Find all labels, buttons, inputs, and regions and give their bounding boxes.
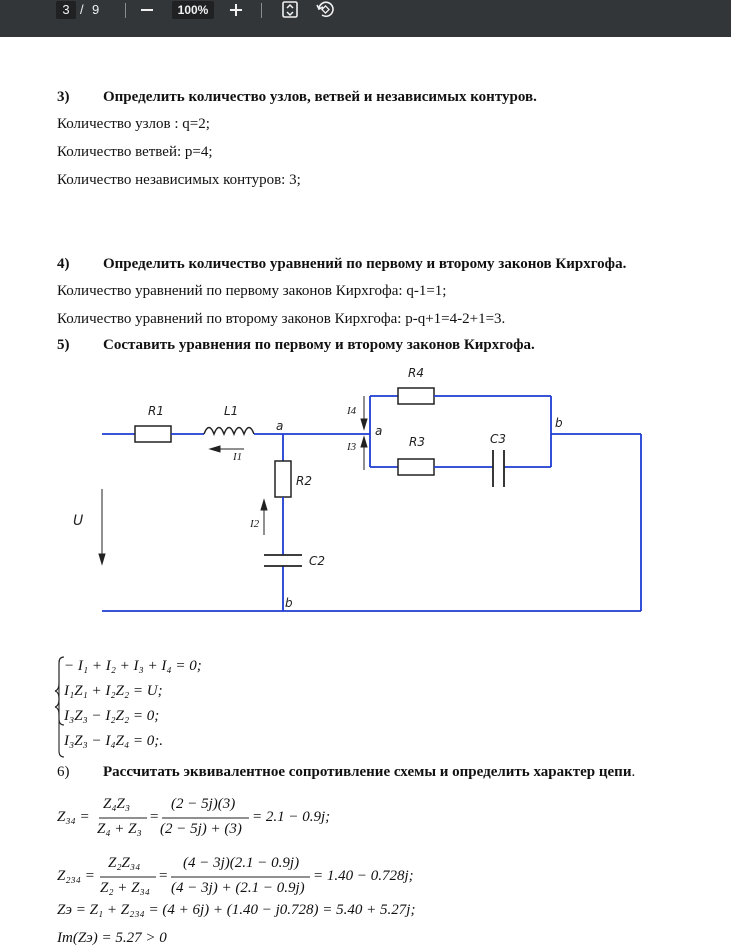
label-r2: R2 [296, 474, 312, 488]
z234-frac1-num: Z₂Z₃₄ [108, 855, 141, 871]
section-5-number: 5) [57, 337, 70, 353]
z34-eq-sign: = [150, 809, 159, 825]
toolbar-divider [261, 3, 262, 18]
resistor-r2 [275, 461, 291, 497]
label-r1: R1 [148, 404, 164, 418]
z234-eq-sign: = [159, 868, 168, 884]
section-6-heading: Рассчитать эквивалентное сопротивление схемы и определить характер цепи. [103, 764, 636, 780]
z234-lhs: Z₂₃₄ = [57, 868, 95, 884]
section-3-number: 3) [57, 89, 70, 105]
page-separator: / [80, 2, 84, 17]
page-number-input[interactable]: 3 [56, 1, 76, 19]
nodes-count-text: Количество узлов : q=2; [57, 116, 210, 132]
equation-2: I₁Z₁ + I₂Z₂ = U; [64, 683, 163, 699]
partial-line: Im(Zэ) = 5.27 > 0 [57, 930, 167, 946]
resistor-r4 [398, 388, 434, 404]
z234-frac2-num: (4 − 3j)(2.1 − 0.9j) [183, 855, 300, 871]
label-node-a-right: a [375, 424, 383, 438]
equation-1: − I₁ + I₂ + I₃ + I₄ = 0; [64, 658, 202, 674]
label-r3: R3 [409, 435, 425, 449]
plus-icon[interactable] [228, 0, 244, 20]
label-r4: R4 [408, 366, 424, 380]
z34-result: = 2.1 − 0.9j; [252, 809, 331, 825]
second-law-count-text: Количество уравнений по второму законов Кирхгофа: p-q+1=4-2+1=3. [57, 311, 506, 327]
loops-count-text: Количество независимых контуров: 3; [57, 172, 301, 188]
inductor-l1 [204, 428, 254, 435]
equation-3: I₃Z₃ − I₂Z₂ = 0; [64, 708, 160, 724]
label-l1: L1 [224, 404, 239, 418]
section-4-number: 4) [57, 256, 70, 272]
section-6-number: 6) [57, 764, 70, 780]
z234-frac1-den: Z₂ + Z₃₄ [100, 880, 150, 896]
label-c2: C2 [309, 554, 326, 568]
resistor-r3 [398, 459, 434, 475]
fit-page-icon[interactable] [281, 0, 299, 20]
z34-frac1-den: Z₄ + Z₃ [97, 821, 142, 837]
pdf-toolbar [0, 0, 731, 37]
label-node-a-top: a [276, 419, 284, 433]
z234-result: = 1.40 − 0.728j; [313, 868, 414, 884]
z34-lhs: Z₃₄ = [57, 809, 90, 825]
label-node-b-bottom: b [285, 596, 293, 610]
branches-count-text: Количество ветвей: p=4; [57, 144, 213, 160]
zoom-level-input[interactable]: 100% [172, 1, 214, 19]
label-voltage-u: U [73, 513, 84, 529]
minus-icon[interactable] [139, 0, 155, 20]
section-5-heading: Составить уравнения по первому и второму законов Кирхгофа. [103, 337, 535, 353]
toolbar-divider [125, 3, 126, 18]
resistor-r1 [135, 426, 171, 442]
label-current-i1: I1 [233, 451, 243, 463]
total-pages: 9 [92, 2, 100, 17]
equation-4: I₃Z₃ − I₄Z₄ = 0;. [64, 733, 164, 749]
z34-frac1-num: Z₄Z₃ [103, 796, 131, 812]
z34-frac2-den: (2 − 5j) + (3) [160, 821, 242, 837]
ze-line: Zэ = Z₁ + Z₂₃₄ = (4 + 6j) + (1.40 − j0.728) = 5.40 + 5.27j; [57, 902, 416, 918]
label-current-i4: I4 [347, 405, 357, 417]
section-4-heading: Определить количество уравнений по первому и второму законов Кирхгофа. [103, 256, 627, 272]
rotate-icon[interactable] [315, 0, 335, 20]
label-node-b-right: b [555, 416, 563, 430]
z34-frac2-num: (2 − 5j)(3) [171, 796, 236, 812]
label-c3: C3 [490, 432, 507, 446]
z234-frac2-den: (4 − 3j) + (2.1 − 0.9j) [171, 880, 305, 896]
label-current-i2: I2 [250, 518, 260, 530]
section-3-heading: Определить количество узлов, ветвей и независимых контуров. [103, 89, 537, 105]
document-page [0, 37, 731, 946]
label-current-i3: I3 [347, 441, 357, 453]
first-law-count-text: Количество уравнений по первому законов Кирхгофа: q-1=1; [57, 283, 447, 299]
